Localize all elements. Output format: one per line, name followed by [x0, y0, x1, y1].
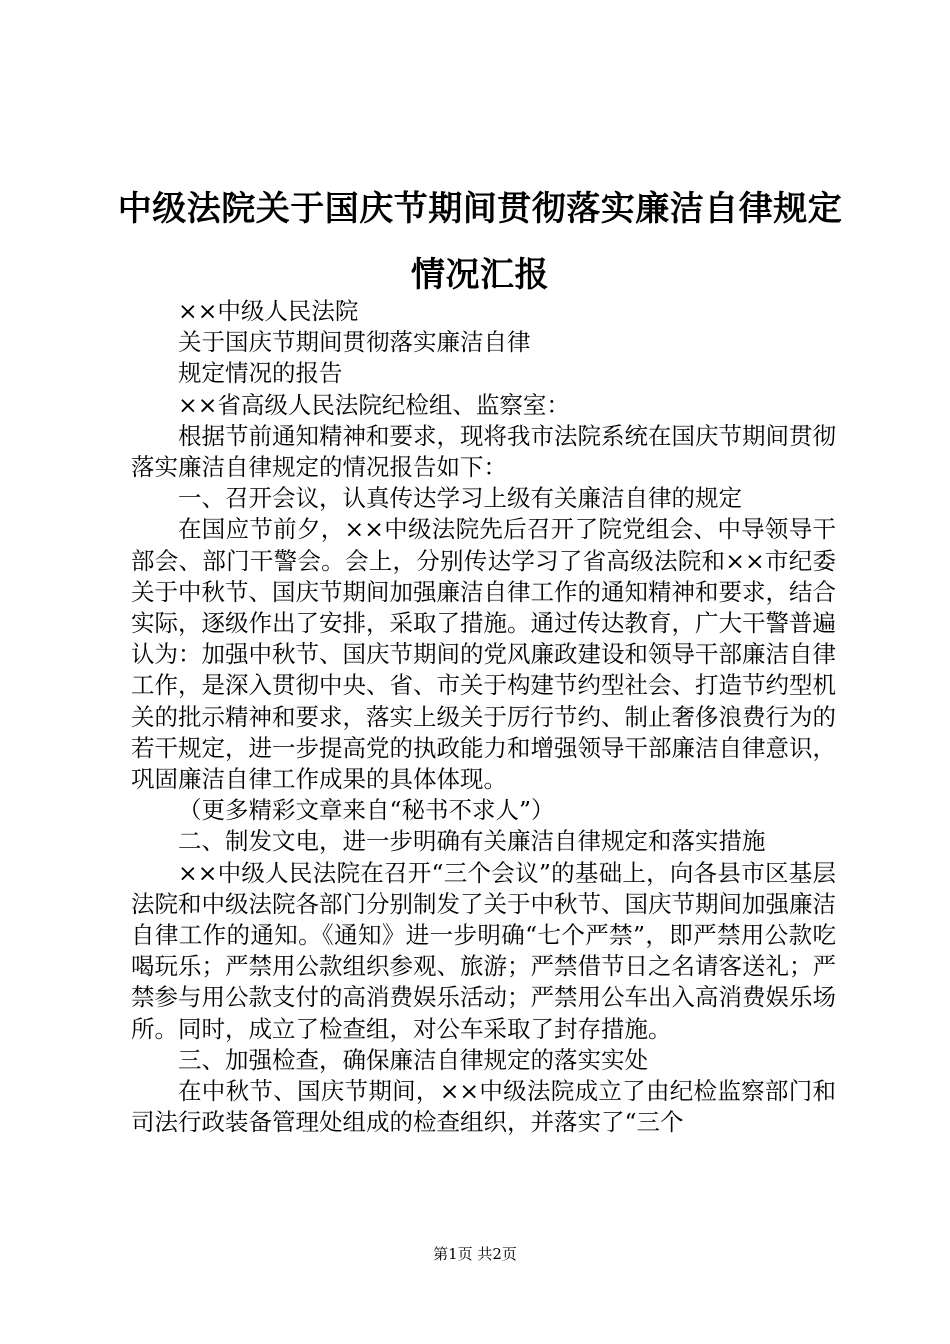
paragraph-source-note: （更多精彩文章来自“秘书不求人”） [178, 796, 555, 825]
document-title: 中级法院关于国庆节期间贯彻落实廉洁自律规定情况汇报 [117, 189, 843, 295]
page-indicator: 第1页 共2页 [433, 1245, 517, 1263]
document-body [131, 296, 836, 1138]
paragraph-intro: 根据节前通知精神和要求，现将我市法院系统在国庆节期间贯彻落实廉洁自律规定的情况报告如下： [131, 421, 836, 482]
paragraph-section-3-body: 在中秋节、国庆节期间，××中级法院成立了由纪检监察部门和司法行政装备管理处组成的检查组织，并落实了“三个 [131, 1077, 836, 1137]
paragraph-section-1-body: 在国应节前夕，××中级法院先后召开了院党组会、中导领导干部会、部门干警会。会上，分别传达学习了省高级法院和××市纪委关于中秋节、国庆节期间加强廉洁自律工作的通知精神和要求，结合实际，逐级作出了安排，采取了措施。通过传达教育，广大干警普遍认为：加强中秋节、国庆节期间的党风廉政建设和领导干部廉洁自律工作，是深入贯彻中央、省、市关于构建节约型社会、打造节约型机关的批示精神和要求，落实上级关于厉行节约、制止奢侈浪费行为的若干规定，进一步提高党的执政能力和增强领导干部廉洁自律意识，巩固廉洁自律工作成果的具体体现。 [131, 515, 836, 794]
section-heading-2: 二、制发文电，进一步明确有关廉洁自律规定和落实措施 [178, 827, 766, 856]
paragraph-report-title-line-2: 规定情况的报告 [178, 359, 343, 388]
section-heading-3: 三、加强检查，确保廉洁自律规定的落实实处 [178, 1045, 648, 1074]
paragraph-addressee: ××省高级人民法院纪检组、监察室： [178, 390, 570, 419]
section-heading-1: 一、召开会议，认真传达学习上级有关廉洁自律的规定 [178, 484, 742, 513]
paragraph-section-2-body: ××中级人民法院在召开“三个会议”的基础上，向各县市区基层法院和中级法院各部门分别制发了关于中秋节、国庆节期间加强廉洁自律工作的通知。《通知》进一步明确“七个严禁”，即严禁用公款吃喝玩乐；严禁用公款组织参观、旅游；严禁借节日之名请客送礼；严禁参与用公款支付的高消费娱乐活动；严禁用公车出入高消费娱乐场所。同时，成立了检查组，对公车采取了封存措施。 [131, 858, 836, 1043]
paragraph-report-title-line-1: 关于国庆节期间贯彻落实廉洁自律 [178, 328, 531, 357]
paragraph-court-name: ××中级人民法院 [178, 297, 359, 325]
